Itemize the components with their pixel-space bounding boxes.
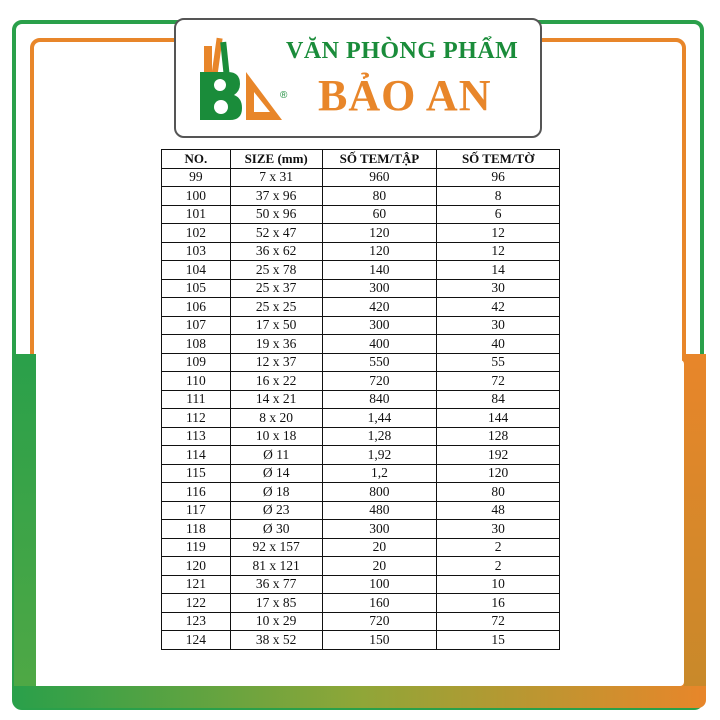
table-row xyxy=(162,168,560,187)
cell-no: 106 xyxy=(162,298,231,317)
cell-per-pack: 80 xyxy=(322,187,437,206)
table-row xyxy=(162,261,560,280)
table-row xyxy=(162,187,560,206)
cell-per-sheet: 30 xyxy=(437,520,560,539)
cell-no: 118 xyxy=(162,520,231,539)
cell-per-sheet: 14 xyxy=(437,261,560,280)
cell-no: 103 xyxy=(162,242,231,261)
cell-no: 101 xyxy=(162,205,231,224)
cell-no: 116 xyxy=(162,483,231,502)
table-row xyxy=(162,501,560,520)
table-row xyxy=(162,612,560,631)
brand-header xyxy=(174,18,542,138)
svg-text:®: ® xyxy=(280,90,288,101)
cell-size: 52 x 47 xyxy=(230,224,322,243)
brand-logo-icon xyxy=(190,32,290,128)
table-header-row xyxy=(162,150,560,169)
table-row xyxy=(162,205,560,224)
cell-no: 102 xyxy=(162,224,231,243)
cell-size: 10 x 29 xyxy=(230,612,322,631)
cell-per-pack: 20 xyxy=(322,557,437,576)
table-row xyxy=(162,446,560,465)
cell-size: 25 x 37 xyxy=(230,279,322,298)
cell-no: 110 xyxy=(162,372,231,391)
cell-size: 7 x 31 xyxy=(230,168,322,187)
table-row xyxy=(162,594,560,613)
cell-no: 121 xyxy=(162,575,231,594)
table-row xyxy=(162,242,560,261)
cell-no: 119 xyxy=(162,538,231,557)
cell-size: 37 x 96 xyxy=(230,187,322,206)
cell-per-pack: 300 xyxy=(322,316,437,335)
cell-per-sheet: 12 xyxy=(437,242,560,261)
cell-per-sheet: 128 xyxy=(437,427,560,446)
table-row xyxy=(162,483,560,502)
cell-per-sheet: 42 xyxy=(437,298,560,317)
cell-per-sheet: 192 xyxy=(437,446,560,465)
cell-no: 114 xyxy=(162,446,231,465)
table-row xyxy=(162,464,560,483)
cell-no: 99 xyxy=(162,168,231,187)
cell-size: 12 x 37 xyxy=(230,353,322,372)
table-row xyxy=(162,631,560,650)
cell-no: 122 xyxy=(162,594,231,613)
table-row xyxy=(162,224,560,243)
cell-size: 38 x 52 xyxy=(230,631,322,650)
cell-per-pack: 1,28 xyxy=(322,427,437,446)
cell-no: 124 xyxy=(162,631,231,650)
cell-no: 100 xyxy=(162,187,231,206)
cell-no: 117 xyxy=(162,501,231,520)
table-row xyxy=(162,390,560,409)
cell-no: 107 xyxy=(162,316,231,335)
cell-per-sheet: 84 xyxy=(437,390,560,409)
cell-per-pack: 300 xyxy=(322,279,437,298)
table-row xyxy=(162,316,560,335)
label-size-table xyxy=(161,149,560,650)
cell-size: Ø 23 xyxy=(230,501,322,520)
cell-size: 92 x 157 xyxy=(230,538,322,557)
cell-per-pack: 800 xyxy=(322,483,437,502)
cell-no: 115 xyxy=(162,464,231,483)
cell-per-sheet: 12 xyxy=(437,224,560,243)
cell-size: Ø 18 xyxy=(230,483,322,502)
cell-size: 16 x 22 xyxy=(230,372,322,391)
table-row xyxy=(162,335,560,354)
header-per-sheet: SỐ TEM/TỜ xyxy=(437,150,560,169)
cell-no: 105 xyxy=(162,279,231,298)
cell-size: 36 x 77 xyxy=(230,575,322,594)
bottom-band xyxy=(14,686,706,708)
cell-per-sheet: 72 xyxy=(437,612,560,631)
cell-per-pack: 150 xyxy=(322,631,437,650)
cell-per-sheet: 16 xyxy=(437,594,560,613)
cell-size: Ø 30 xyxy=(230,520,322,539)
cell-size: 50 x 96 xyxy=(230,205,322,224)
cell-no: 104 xyxy=(162,261,231,280)
cell-per-pack: 120 xyxy=(322,224,437,243)
cell-per-sheet: 120 xyxy=(437,464,560,483)
cell-size: 81 x 121 xyxy=(230,557,322,576)
cell-per-pack: 140 xyxy=(322,261,437,280)
cell-per-sheet: 30 xyxy=(437,316,560,335)
table-row xyxy=(162,298,560,317)
header-per-pack: SỐ TEM/TẬP xyxy=(322,150,437,169)
cell-size: 19 x 36 xyxy=(230,335,322,354)
table-row xyxy=(162,372,560,391)
cell-per-pack: 480 xyxy=(322,501,437,520)
cell-per-pack: 20 xyxy=(322,538,437,557)
cell-size: 17 x 85 xyxy=(230,594,322,613)
cell-per-pack: 840 xyxy=(322,390,437,409)
table-row xyxy=(162,353,560,372)
cell-no: 120 xyxy=(162,557,231,576)
cell-per-pack: 420 xyxy=(322,298,437,317)
cell-no: 111 xyxy=(162,390,231,409)
cell-size: 17 x 50 xyxy=(230,316,322,335)
cell-per-pack: 100 xyxy=(322,575,437,594)
table-row xyxy=(162,557,560,576)
green-side-band xyxy=(14,354,36,690)
cell-size: 25 x 78 xyxy=(230,261,322,280)
table-row xyxy=(162,520,560,539)
brand-name: BẢO AN xyxy=(318,71,492,120)
cell-per-sheet: 96 xyxy=(437,168,560,187)
brand-tagline: VĂN PHÒNG PHẨM xyxy=(286,38,519,64)
cell-per-pack: 160 xyxy=(322,594,437,613)
cell-per-pack: 60 xyxy=(322,205,437,224)
cell-size: Ø 11 xyxy=(230,446,322,465)
cell-per-pack: 720 xyxy=(322,372,437,391)
cell-size: 8 x 20 xyxy=(230,409,322,428)
cell-size: 36 x 62 xyxy=(230,242,322,261)
cell-size: 10 x 18 xyxy=(230,427,322,446)
cell-per-sheet: 48 xyxy=(437,501,560,520)
cell-per-pack: 1,44 xyxy=(322,409,437,428)
cell-per-pack: 550 xyxy=(322,353,437,372)
cell-per-pack: 720 xyxy=(322,612,437,631)
cell-per-sheet: 80 xyxy=(437,483,560,502)
cell-per-pack: 1,2 xyxy=(322,464,437,483)
cell-per-sheet: 30 xyxy=(437,279,560,298)
header-size: SIZE (mm) xyxy=(230,150,322,169)
table-row xyxy=(162,409,560,428)
table-row xyxy=(162,538,560,557)
cell-no: 123 xyxy=(162,612,231,631)
cell-per-sheet: 144 xyxy=(437,409,560,428)
cell-per-pack: 400 xyxy=(322,335,437,354)
cell-per-pack: 960 xyxy=(322,168,437,187)
cell-size: 25 x 25 xyxy=(230,298,322,317)
cell-no: 113 xyxy=(162,427,231,446)
cell-per-pack: 1,92 xyxy=(322,446,437,465)
cell-per-sheet: 55 xyxy=(437,353,560,372)
cell-no: 109 xyxy=(162,353,231,372)
cell-per-sheet: 72 xyxy=(437,372,560,391)
cell-per-sheet: 6 xyxy=(437,205,560,224)
orange-side-band xyxy=(684,354,706,690)
table-row xyxy=(162,575,560,594)
cell-per-sheet: 2 xyxy=(437,538,560,557)
cell-per-sheet: 8 xyxy=(437,187,560,206)
cell-per-pack: 300 xyxy=(322,520,437,539)
cell-size: Ø 14 xyxy=(230,464,322,483)
table-row xyxy=(162,427,560,446)
table-body xyxy=(162,168,560,649)
cell-per-pack: 120 xyxy=(322,242,437,261)
cell-size: 14 x 21 xyxy=(230,390,322,409)
cell-per-sheet: 15 xyxy=(437,631,560,650)
table-row xyxy=(162,279,560,298)
cell-per-sheet: 10 xyxy=(437,575,560,594)
cell-no: 112 xyxy=(162,409,231,428)
header-no: NO. xyxy=(162,150,231,169)
cell-per-sheet: 40 xyxy=(437,335,560,354)
cell-per-sheet: 2 xyxy=(437,557,560,576)
cell-no: 108 xyxy=(162,335,231,354)
